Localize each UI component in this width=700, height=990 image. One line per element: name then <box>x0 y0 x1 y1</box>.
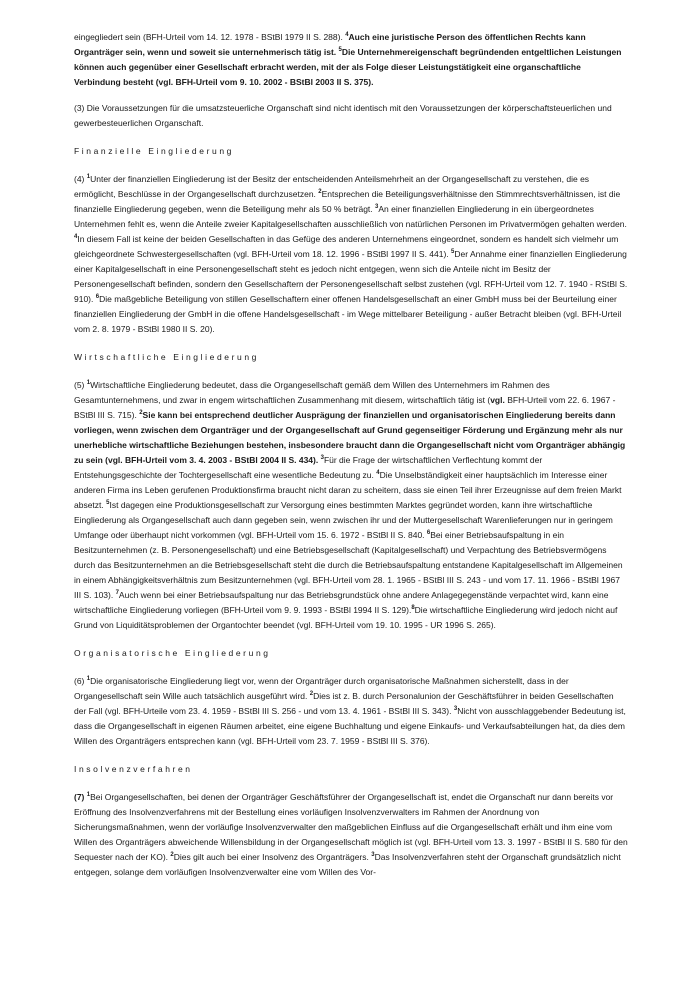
body-text: Auch wenn bei einer Betriebsaufspaltung nur das Betriebsgrundstück ohne andere Anlagegegenstände verpachtet wird, kann eine wirtschaftliche Eingliederung vorliegen (BFH-Urteil vom 9. 9. 1993 - BStBl 1994 II S. 129). <box>74 590 609 615</box>
sentence-number: 1 <box>86 792 91 798</box>
body-text: Ist dagegen eine Produktionsgesellschaft zur Versorgung eines bestimmten Marktes gegründet worden, kann ihre wirtschaftliche Eingliederung als Organgesellschaft auch dann gegeben sein, wenn zwischen ihr und der Muttergesellschaft Warenlieferungen nur in geringem Umfange oder überhaupt nicht vorkommen (vgl. BFH-Urteil vom 15. 6. 1972 - BStBl II S. 840. <box>74 500 613 540</box>
body-text: BFH-Urteil vom 22. 6. 1967 - BStBl III S. 715). <box>74 395 616 420</box>
body-text: Dies ist z. B. durch Personalunion der Geschäftsführer in beiden Gesellschaften der Fall (vgl. BFH-Urteile vom 23. 4. 1959 - BStBl III S. 256 - und vom 13. 4. 1961 - BStBl III S. 343). <box>74 691 614 716</box>
sentence-number: 2 <box>139 410 143 416</box>
sentence-number: 7 <box>115 590 119 596</box>
sentence-number: 3 <box>375 204 379 210</box>
paragraph-4 <box>74 172 628 337</box>
body-text: Nicht von ausschlaggebender Bedeutung ist, dass die Organgesellschaft in eigenen Räumen arbeitet, eine eigene Buchhaltung und eigene Einkaufs- und Verkaufsabteilungen hat, da dies dem Willen des Organträgers entsprechen kann (vgl. BFH-Urteil vom 23. 7. 1959 - BStBl III S. 376). <box>74 706 626 746</box>
section-heading-insolvenz: Insolvenzverfahren <box>74 764 193 774</box>
bold-text: Sie kann bei entsprechend deutlicher Ausprägung der finanziellen und organisatorischen Eingliederung bereits dann vorliegen, wenn zwischen dem Organträger und der Organgesellschaft auf Grund gegenseitiger Förderung und Ergänzung mehr als nur unerhebliche wirtschaftliche Beziehungen bestehen, insbesondere braucht dann die Organgesellschaft nicht vom Organträger abhängig zu sein (vgl. BFH-Urteil vom 3. 4. 2003 - BStBl 2004 II S. 434). <box>74 410 626 465</box>
body-text: (4) <box>74 174 87 184</box>
sentence-number: 2 <box>170 852 174 858</box>
section-heading-wirtschaftliche: Wirtschaftliche Eingliederung <box>74 352 260 362</box>
body-text: (5) <box>74 380 87 390</box>
body-text: In diesem Fall ist keine der beiden Gesellschaften in das Gefüge des anderen Unternehmens eingeordnet, sondern es handelt sich vielmehr um gleichgeordnete Schwestergesellschaften (vgl. BFH-Urteil vom 18. 12. 1996 - BStBl 1997 II S. 441). <box>74 234 619 259</box>
sentence-number: 5 <box>451 249 455 255</box>
paragraph-5 <box>74 378 628 633</box>
sentence-number: 3 <box>320 455 324 461</box>
sentence-number: 8 <box>411 605 415 611</box>
section-heading-finanzielle: Finanzielle Eingliederung <box>74 146 234 156</box>
body-text: Die maßgebliche Beteiligung von stillen Gesellschaftern einer offenen Handelsgesellschaft an einer GmbH muss bei der Beurteilung einer finanziellen Eingliederung der GmbH in die offene Handelsgesellschaft - im Wege mittelbarer Beteiligung - außer Betracht bleiben (vgl. BFH-Urteil vom 2. 8. 1979 - BStBl 1980 II S. 20). <box>74 294 622 334</box>
body-text: Bei Organgesellschaften, bei denen der Organträger Geschäftsführer der Organgesellschaft ist, endet die Organschaft nur dann bereits vor Eröffnung des Insolvenzverfahrens mit der Bestellung eines vorläufigen Insolvenzverwalters im Rahmen der Anordnung von Sicherungsmaßnahmen, wenn der vorläufige Insolvenzverwalter den maßgeblichen Einfluss auf die Organgesellschaft erhält und ihm eine vom Willen des Organträgers abweichende Willensbildung in der Organgesellschaft möglich ist (vgl. BFH-Urteil vom 13. 3. 1997 - BStBl II S. 580 für den Sequester nach der KO). <box>74 792 628 862</box>
sentence-number: 6 <box>426 530 431 536</box>
sentence-number: 5 <box>106 500 110 506</box>
sentence-number: 3 <box>371 852 375 858</box>
body-text: eingegliedert sein (BFH-Urteil vom 14. 12. 1978 - BStBl 1979 II S. 288). <box>74 32 346 42</box>
body-text: Entsprechen die Beteiligungsverhältnisse den Stimmrechtsverhältnissen, ist die finanzielle Eingliederung gegeben, wenn die Beteiligung mehr als 50 % beträgt. <box>74 189 621 214</box>
sentence-number: 2 <box>318 189 322 195</box>
body-text: Unter der finanziellen Eingliederung ist der Besitz der entscheidenden Anteilsmehrheit an der Organgesellschaft zu verstehen, die es ermöglicht, Beschlüsse in der Organgesellschaft durchzusetzen. <box>74 174 590 199</box>
sentence-number: 1 <box>86 380 91 386</box>
body-text: (3) Die Voraussetzungen für die umsatzsteuerliche Organschaft sind nicht identisch mit den Voraussetzungen der körperschaftsteuerlichen und gewerbesteuerlichen Organschaft. <box>74 103 612 128</box>
sentence-number: 4 <box>74 234 78 240</box>
bold-text: Die Unternehmereigenschaft begründenden entgeltlichen Leistungen können auch gegenüber einer Gesellschaft erbracht werden, mit der als Folge dieser Leistungstätigkeit eine organschaftliche Verbindung besteht (vgl. BFH-Urteil vom 9. 10. 2002 - BStBl 2003 II S. 375). <box>74 47 622 87</box>
sentence-number: 1 <box>86 174 91 180</box>
bold-text: (7) <box>74 792 87 802</box>
body-text: Für die Frage der wirtschaftlichen Verflechtung kommt der Entstehungsgeschichte der Tochtergesellschaft eine wesentliche Bedeutung zu. <box>74 455 543 480</box>
sentence-number: 5 <box>338 47 342 53</box>
body-text: Die wirtschaftliche Eingliederung wird jedoch nicht auf Grund von Liquiditätsproblemen der Organtochter beendet (vgl. BFH-Urteil vom 19. 10. 1995 - UR 1996 S. 265). <box>74 605 618 630</box>
sentence-number: 1 <box>86 676 91 682</box>
paragraph-continuation <box>74 30 628 90</box>
body-text: An einer finanziellen Eingliederung in ein übergeordnetes Unternehmen fehlt es, wenn die Anteile zweier Kapitalgesellschaften ausschließlich von natürlichen Personen im Privatvermögen gehalten werden. <box>74 204 627 229</box>
sentence-number: 4 <box>345 32 349 38</box>
paragraph-3 <box>74 101 628 131</box>
body-text: Der Annahme einer finanziellen Eingliederung einer Kapitalgesellschaft in eine Personengesellschaft steht es jedoch nicht entgegen, wenn sich die Anteile nicht im Besitz der Personengesellschaft befinden, sondern den Gesellschaftern der Personengesellschaft selbst zustehen (vgl. RFH-Urteil vom 12. 7. 1940 - RStBl S. 910). <box>74 249 628 304</box>
section-heading-organisatorische: Organisatorische Eingliederung <box>74 648 271 658</box>
bold-text: Auch eine juristische Person des öffentlichen Rechts kann Organträger sein, wenn und soweit sie unternehmerisch tätig ist. <box>74 32 586 57</box>
paragraph-7 <box>74 790 628 880</box>
body-text: Das Insolvenzverfahren steht der Organschaft grundsätzlich nicht entgegen, solange dem vorläufigen Insolvenzverwalter eine vom Willen des Vor- <box>74 852 621 877</box>
body-text: Dies gilt auch bei einer Insolvenz des Organträgers. <box>173 852 372 862</box>
paragraph-6 <box>74 674 628 749</box>
sentence-number: 3 <box>453 706 458 712</box>
body-text: Die Unselbständigkeit einer hauptsächlich im Interesse einer anderen Firma ins Leben gerufenen Produktionsfirma braucht nicht daran zu scheitern, dass sie einen Teil ihrer Erzeugnisse auf dem freien Markt absetzt. <box>74 470 622 510</box>
bold-text: vgl. <box>490 395 505 405</box>
sentence-number: 6 <box>95 294 100 300</box>
body-text: Wirtschaftliche Eingliederung bedeutet, dass die Organgesellschaft gemäß dem Willen des Unternehmers im Rahmen des Gesamtunternehmens, und zwar in engem wirtschaftlichen Zusammenhang mit diesem, wirtschaftlich tätig ist ( <box>74 380 550 405</box>
body-text: Bei einer Betriebsaufspaltung in ein Besitzunternehmen (z. B. Personengesellschaft) und eine Betriebsgesellschaft (Kapitalgesellschaft) und Verpachtung des Betriebsvermögens durch das Besitzunternehmen an die Betriebsgesellschaft steht die durch die Betriebsaufspaltung entstandene Kapitalgesellschaft im Allgemeinen in einem Abhängigkeitsverhältnis zum Besitzunternehmen (vgl. BFH-Urteil vom 28. 1. 1965 - BStBl III S. 243 - und vom 17. 11. 1966 - BStBl 1967 III S. 103). <box>74 530 623 600</box>
sentence-number: 2 <box>309 691 314 697</box>
body-text: Die organisatorische Eingliederung liegt vor, wenn der Organträger durch organisatorische Maßnahmen sicherstellt, dass in der Organgesellschaft sein Wille auch tatsächlich ausgeführt wird. <box>74 676 569 701</box>
body-text: (6) <box>74 676 87 686</box>
sentence-number: 4 <box>376 470 380 476</box>
